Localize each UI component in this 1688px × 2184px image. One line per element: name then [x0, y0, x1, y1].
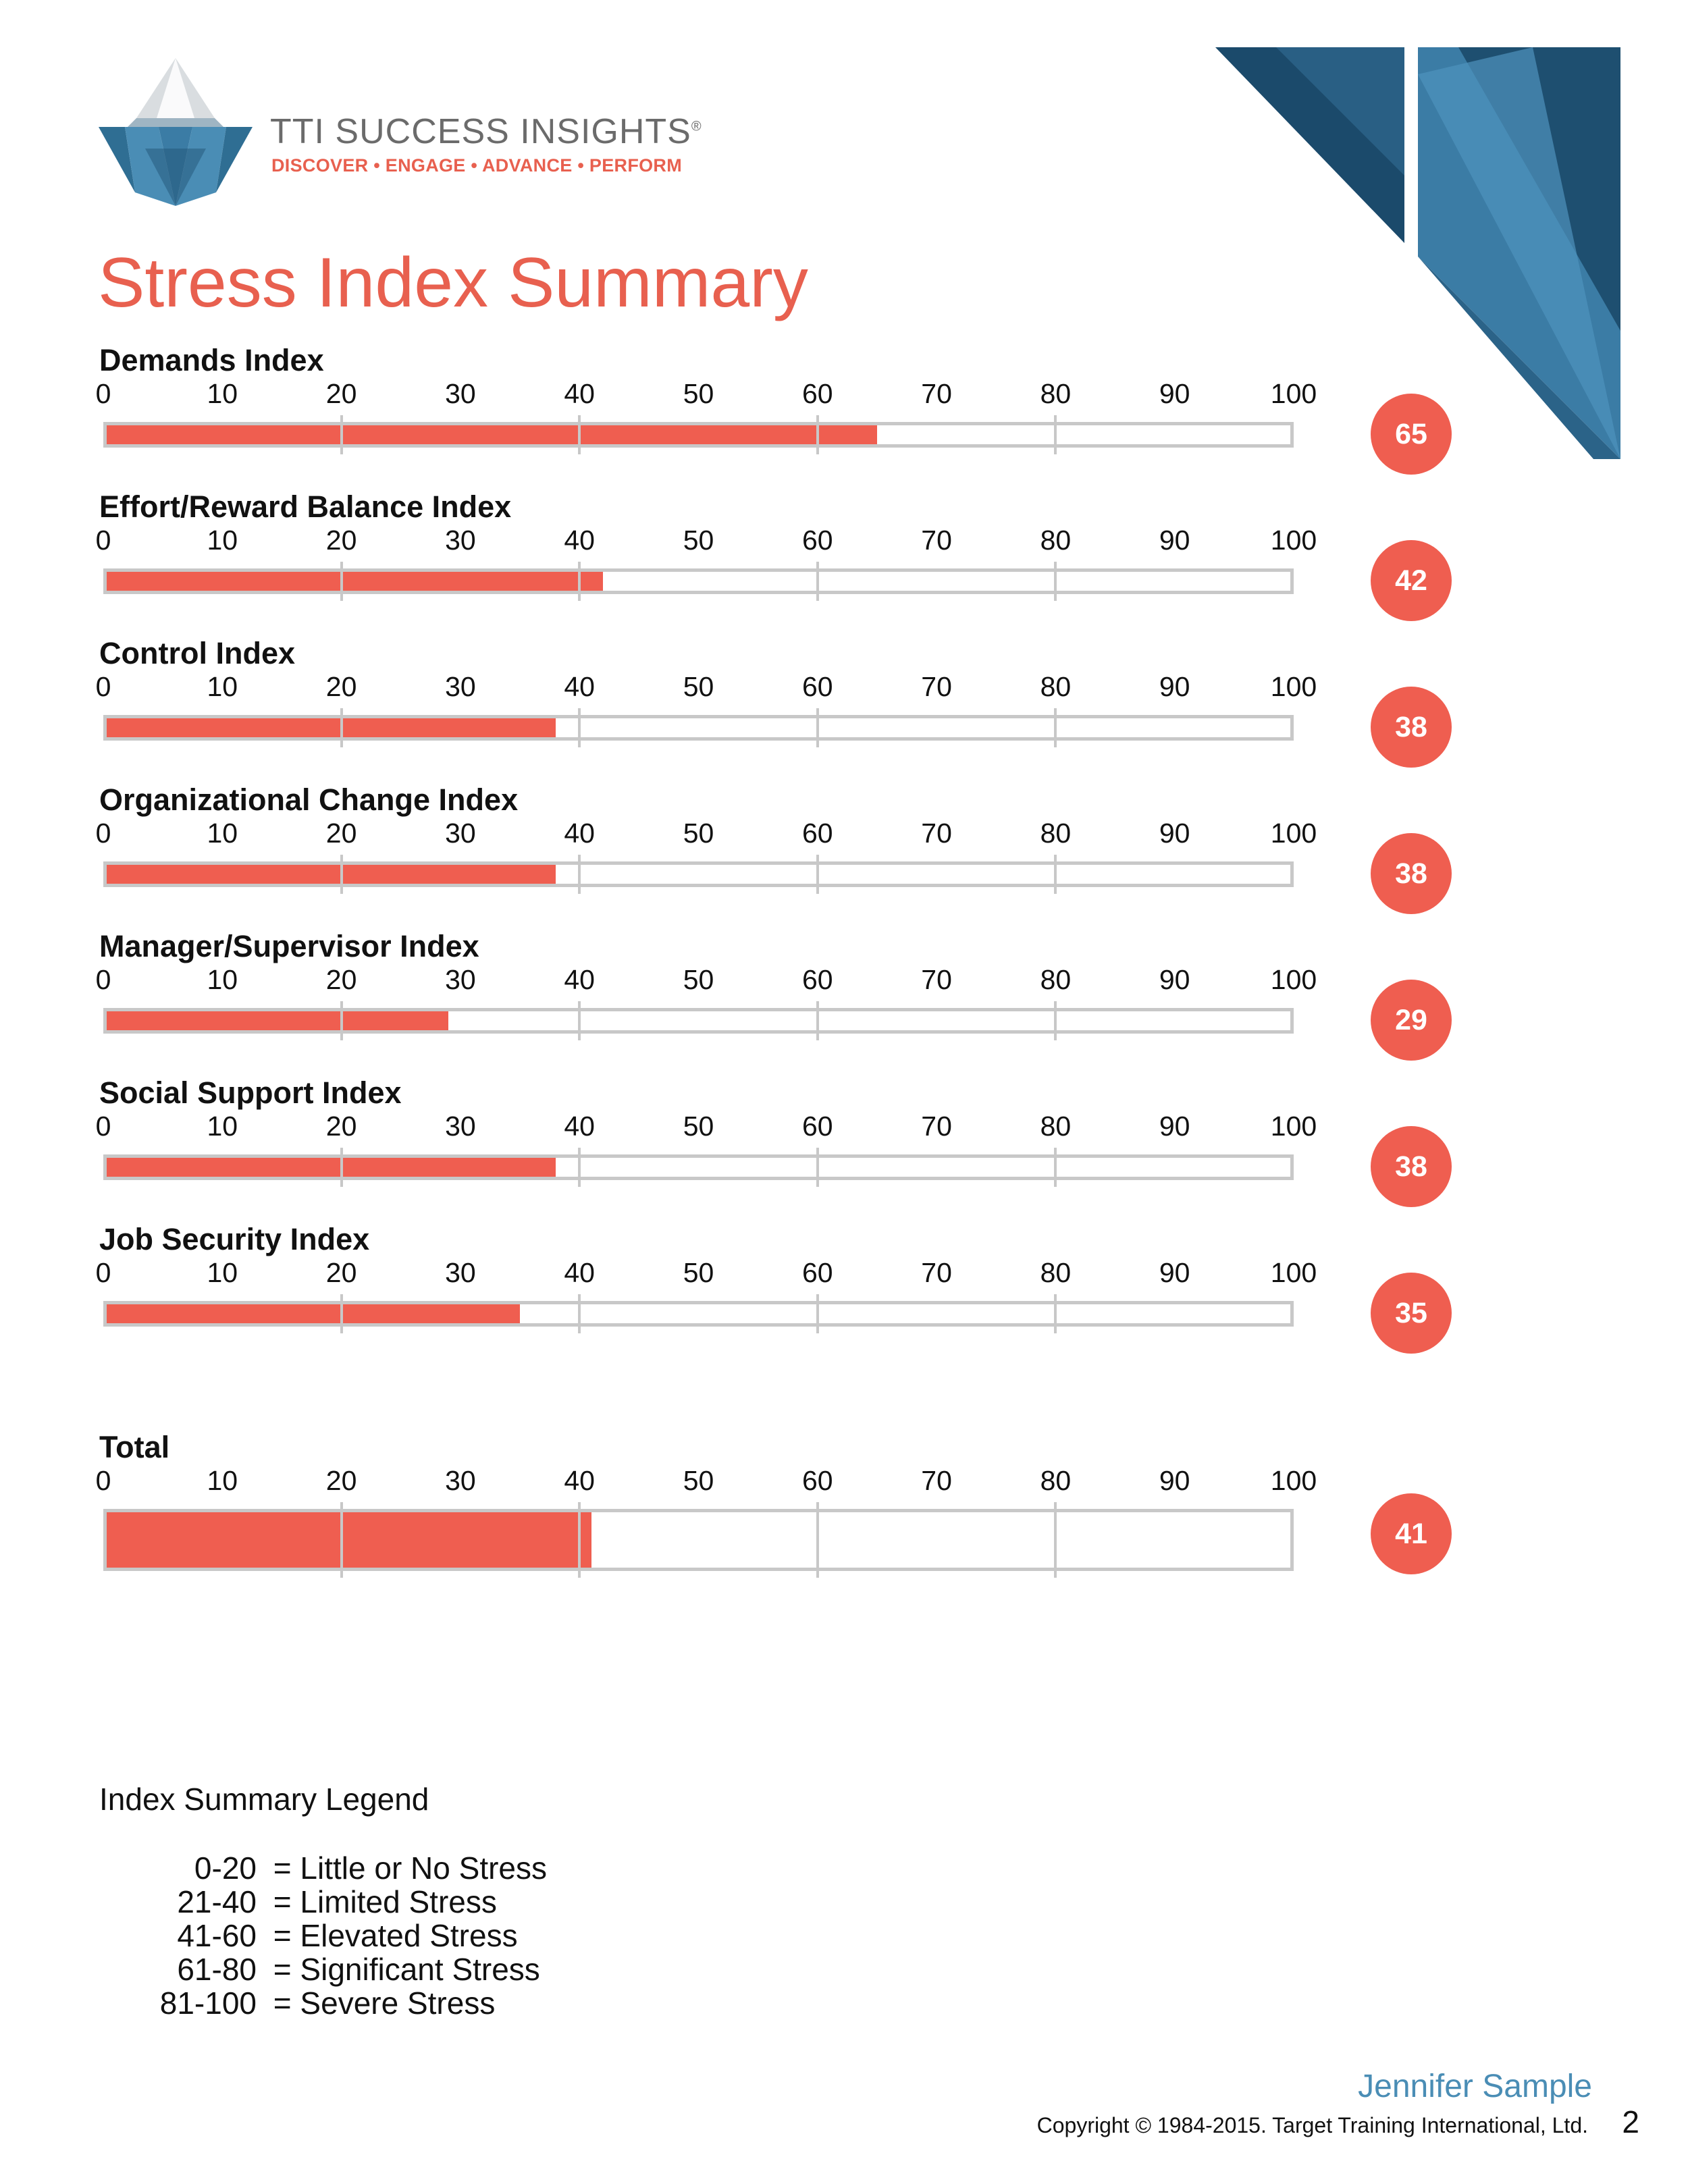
- page-number: 2: [1622, 2104, 1639, 2139]
- tick-label: 20: [325, 1257, 357, 1288]
- tick-label: 40: [564, 671, 595, 702]
- bar-fill: [107, 1304, 520, 1323]
- respondent-name: Jennifer Sample: [1358, 2069, 1592, 2104]
- tick-label: 10: [207, 671, 238, 702]
- tick-label: 40: [564, 964, 595, 995]
- tick-label: 30: [445, 1465, 476, 1496]
- tick-label: 90: [1159, 1111, 1190, 1142]
- tick-label: 90: [1159, 525, 1190, 556]
- tick-label: 50: [683, 1111, 714, 1142]
- tick-label: 80: [1040, 1257, 1072, 1288]
- legend-range: 21-40: [177, 1884, 257, 1919]
- tick-label: 70: [921, 525, 952, 556]
- tick-label: 10: [207, 1465, 238, 1496]
- tick-label: 0: [95, 1465, 111, 1496]
- tick-label: 90: [1159, 818, 1190, 849]
- legend-range: 61-80: [177, 1952, 257, 1987]
- bar-gridline: [816, 1502, 819, 1578]
- tick-label: 60: [801, 1465, 833, 1496]
- tick-label: 70: [921, 964, 952, 995]
- bar-fill: [107, 865, 556, 884]
- bar-gridline: [578, 562, 581, 601]
- bar-fill: [107, 1158, 556, 1177]
- tick-label: 90: [1159, 1465, 1190, 1496]
- tick-label: 0: [95, 525, 111, 556]
- bar-fill: [107, 425, 877, 444]
- tick-label: 0: [95, 378, 111, 409]
- tick-label: 50: [683, 671, 714, 702]
- bar-gridline: [340, 1001, 343, 1040]
- bar-gridline: [1054, 1502, 1057, 1578]
- legend-item: [68, 1884, 497, 1920]
- tick-label: 80: [1040, 378, 1072, 409]
- legend-label: = Little or No Stress: [265, 1850, 547, 1886]
- tick-label: 50: [683, 525, 714, 556]
- tick-label: 100: [1270, 1257, 1317, 1288]
- score-badge: 38: [1371, 1126, 1452, 1207]
- legend-label: = Significant Stress: [265, 1952, 540, 1987]
- tick-label: 50: [683, 1257, 714, 1288]
- score-badge: 41: [1371, 1493, 1452, 1574]
- tick-label: 90: [1159, 671, 1190, 702]
- score-badge: 29: [1371, 980, 1452, 1061]
- score-badge: 65: [1371, 394, 1452, 475]
- tick-label: 70: [921, 1111, 952, 1142]
- index-title: Manager/Supervisor Index: [99, 929, 479, 963]
- bar-gridline: [1054, 1148, 1057, 1187]
- legend-label: = Severe Stress: [265, 1986, 496, 2021]
- tick-label: 30: [445, 964, 476, 995]
- bar-track: [103, 1008, 1294, 1034]
- tick-label: 10: [207, 1257, 238, 1288]
- tick-label: 30: [445, 1111, 476, 1142]
- tick-label: 100: [1270, 964, 1317, 995]
- bar-gridline: [1054, 1294, 1057, 1333]
- tick-label: 20: [325, 1111, 357, 1142]
- legend-range: 0-20: [194, 1850, 257, 1886]
- tick-label: 20: [325, 818, 357, 849]
- legend-item: [68, 1985, 495, 2021]
- bar-track: [103, 1154, 1294, 1180]
- legend-label: = Elevated Stress: [265, 1918, 518, 1953]
- legend-title: Index Summary Legend: [99, 1782, 429, 1817]
- tick-label: 40: [564, 378, 595, 409]
- bar-track: [103, 568, 1294, 594]
- tick-label: 90: [1159, 378, 1190, 409]
- bar-gridline: [340, 562, 343, 601]
- tick-label: 40: [564, 1111, 595, 1142]
- page-title: Stress Index Summary: [98, 244, 808, 322]
- tick-label: 80: [1040, 1465, 1072, 1496]
- tick-label: 60: [801, 378, 833, 409]
- tick-label: 40: [564, 1465, 595, 1496]
- bar-fill: [107, 1512, 591, 1568]
- tick-label: 80: [1040, 525, 1072, 556]
- tick-label: 20: [325, 1465, 357, 1496]
- tick-label: 100: [1270, 1465, 1317, 1496]
- bar-gridline: [816, 415, 819, 454]
- legend-range: 81-100: [159, 1986, 257, 2021]
- bar-gridline: [340, 708, 343, 747]
- bar-gridline: [340, 415, 343, 454]
- bar-gridline: [816, 1294, 819, 1333]
- bar-gridline: [578, 855, 581, 894]
- tick-label: 20: [325, 525, 357, 556]
- tick-label: 80: [1040, 818, 1072, 849]
- tick-label: 70: [921, 1465, 952, 1496]
- index-title: Effort/Reward Balance Index: [99, 489, 512, 524]
- bar-track: [103, 715, 1294, 741]
- tick-label: 30: [445, 671, 476, 702]
- tick-label: 50: [683, 818, 714, 849]
- tick-label: 20: [325, 671, 357, 702]
- index-title: Organizational Change Index: [99, 782, 519, 817]
- tick-label: 30: [445, 525, 476, 556]
- legend-label: = Limited Stress: [265, 1884, 497, 1919]
- bar-gridline: [1054, 1001, 1057, 1040]
- tick-label: 80: [1040, 1111, 1072, 1142]
- score-badge: 38: [1371, 833, 1452, 914]
- index-title: Social Support Index: [99, 1075, 402, 1110]
- score-badge: 35: [1371, 1273, 1452, 1354]
- bar-gridline: [578, 1294, 581, 1333]
- legend-item: [68, 1850, 547, 1886]
- tick-label: 40: [564, 1257, 595, 1288]
- tick-label: 50: [683, 378, 714, 409]
- tick-label: 50: [683, 1465, 714, 1496]
- tick-label: 20: [325, 964, 357, 995]
- tti-diamond-logo-icon: [95, 54, 257, 209]
- tick-label: 20: [325, 378, 357, 409]
- tick-label: 30: [445, 1257, 476, 1288]
- tick-label: 10: [207, 378, 238, 409]
- bar-gridline: [578, 708, 581, 747]
- bar-gridline: [578, 1001, 581, 1040]
- tick-label: 70: [921, 378, 952, 409]
- bar-gridline: [816, 1148, 819, 1187]
- tick-label: 60: [801, 1111, 833, 1142]
- tick-label: 80: [1040, 671, 1072, 702]
- tick-label: 60: [801, 525, 833, 556]
- bar-gridline: [816, 708, 819, 747]
- bar-gridline: [340, 1294, 343, 1333]
- tick-label: 10: [207, 525, 238, 556]
- bar-gridline: [1054, 708, 1057, 747]
- legend-item: [68, 1951, 540, 1988]
- bar-fill: [107, 1011, 448, 1030]
- tick-label: 70: [921, 818, 952, 849]
- bar-gridline: [578, 1502, 581, 1578]
- bar-gridline: [1054, 562, 1057, 601]
- legend-range: 41-60: [177, 1918, 257, 1953]
- tick-label: 10: [207, 1111, 238, 1142]
- tick-label: 40: [564, 525, 595, 556]
- bar-gridline: [816, 1001, 819, 1040]
- tick-label: 90: [1159, 1257, 1190, 1288]
- index-title: Job Security Index: [99, 1222, 370, 1256]
- tick-label: 0: [95, 1111, 111, 1142]
- brand-name: TTI SUCCESS INSIGHTS®: [270, 112, 702, 151]
- tick-label: 70: [921, 1257, 952, 1288]
- bar-gridline: [1054, 855, 1057, 894]
- bar-gridline: [578, 415, 581, 454]
- bar-gridline: [816, 562, 819, 601]
- copyright-text: Copyright © 1984-2015. Target Training International, Ltd.: [1036, 2113, 1588, 2137]
- tick-label: 0: [95, 818, 111, 849]
- bar-fill: [107, 718, 556, 737]
- bar-gridline: [340, 855, 343, 894]
- tick-label: 30: [445, 818, 476, 849]
- bar-gridline: [578, 1148, 581, 1187]
- tick-label: 40: [564, 818, 595, 849]
- bar-fill: [107, 572, 603, 591]
- tick-label: 70: [921, 671, 952, 702]
- tick-label: 50: [683, 964, 714, 995]
- tick-label: 100: [1270, 525, 1317, 556]
- bar-track: [103, 861, 1294, 887]
- index-title: Demands Index: [99, 343, 324, 377]
- bar-gridline: [340, 1502, 343, 1578]
- tick-label: 0: [95, 964, 111, 995]
- bar-track: [103, 1509, 1294, 1571]
- tick-label: 0: [95, 1257, 111, 1288]
- tick-label: 10: [207, 964, 238, 995]
- tick-label: 100: [1270, 818, 1317, 849]
- tick-label: 100: [1270, 378, 1317, 409]
- tick-label: 60: [801, 964, 833, 995]
- index-title: Total: [99, 1430, 170, 1464]
- tick-label: 100: [1270, 671, 1317, 702]
- bar-track: [103, 1301, 1294, 1327]
- bar-gridline: [816, 855, 819, 894]
- tick-label: 100: [1270, 1111, 1317, 1142]
- brand-tagline: DISCOVER • ENGAGE • ADVANCE • PERFORM: [271, 155, 683, 176]
- tick-label: 30: [445, 378, 476, 409]
- bar-gridline: [340, 1148, 343, 1187]
- tick-label: 60: [801, 818, 833, 849]
- bar-track: [103, 422, 1294, 448]
- score-badge: 42: [1371, 540, 1452, 621]
- tick-label: 60: [801, 1257, 833, 1288]
- tick-label: 90: [1159, 964, 1190, 995]
- score-badge: 38: [1371, 687, 1452, 768]
- tick-label: 10: [207, 818, 238, 849]
- bar-gridline: [1054, 415, 1057, 454]
- tick-label: 80: [1040, 964, 1072, 995]
- legend-item: [68, 1917, 518, 1954]
- index-title: Control Index: [99, 636, 295, 670]
- tick-label: 60: [801, 671, 833, 702]
- tick-label: 0: [95, 671, 111, 702]
